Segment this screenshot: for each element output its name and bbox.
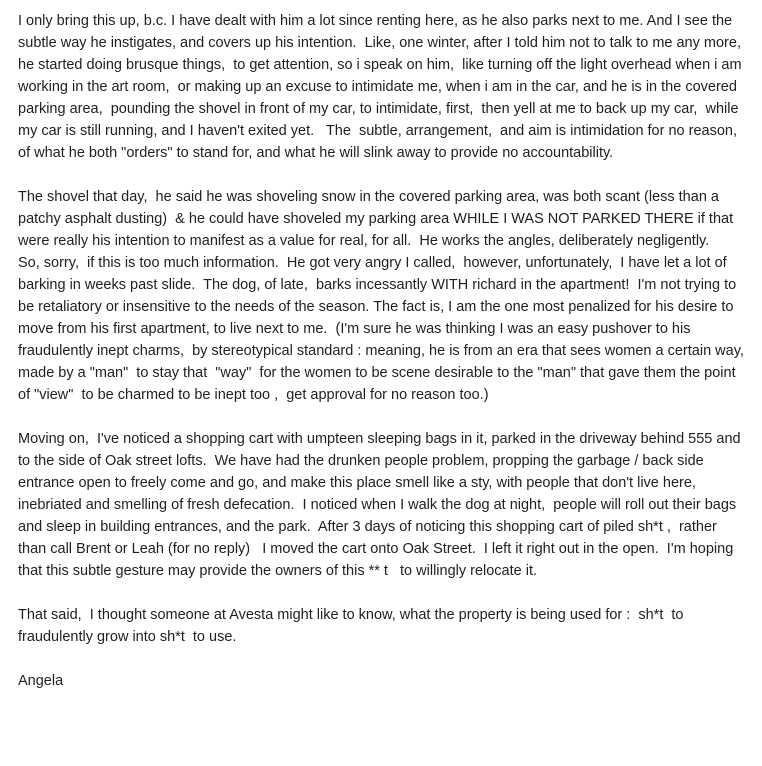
paragraph-shopping-cart: Moving on, I've noticed a shopping cart with umpteen sleeping bags in it, parked in the driveway behind 555 and to the side of Oak street lofts. We have had the drunken people problem, propping the garbage / back side entrance open to freely come and go, and make this place smell like a sty, with people that don't live here, inebriated and smelling of fresh defecation. I noticed when I walk the dog at night, people will roll out their bags and sleep in building entrances, and the park. After 3 days of noticing this shopping cart of piled sh*t , rather than call Brent or Leah (for no reply) I moved the cart onto Oak Street. I left it right out in the open. I'm hoping that this subtle gesture may provide the owners of this ** t to willingly relocate it. [18,431,745,579]
signature: Angela [18,673,64,689]
paragraph-conclusion: That said, I thought someone at Avesta might like to know, what the property is being used for : sh*t to fraudulently grow into sh*t to use. [18,607,688,645]
paragraph-shovel-incident: The shovel that day, he said he was shoveling snow in the covered parking area, was both scant (less than a patchy asphalt dusting) & he could have shoveled my parking area WHILE I WAS NOT PARKED THERE if that were really his intention to manifest as a value for real, for all. He works the angles, deliberately negligently. So, sorry, if this is too much information. He got very angry I called, however, unfortunately, I have let a lot of barking in weeks past slide. The dog, of late, barks incessantly WITH richard in the apartment! I'm not trying to be retaliatory or insensitive to the needs of the season. The fact is, I am the one most penalized for his desire to move from his first apartment, to live next to me. (I'm sure he was thinking I was an easy pushover to his fraudulently inept charms, by stereotypical standard : meaning, he is from an era that sees women a certain way, made by a "man" to stay that "way" for the women to be scene desirable to the "man" that gave them the point of "view" to be charmed to be inept too , get approval for no reason too.) [18,189,748,403]
paragraph-neighbor-intimidation: I only bring this up, b.c. I have dealt with him a lot since renting here, as he also parks next to me. And I see the subtle way he instigates, and covers up his intention. Like, one winter, after I told him not to talk to me any more, he started doing brusque things, to get attention, so i speak on him, like turning off the light overhead when i am working in the art room, or making up an excuse to intimidate me, when i am in the car, and he is in the covered parking area, pounding the shovel in front of my car, to intimidate, first, then yell at me to back up my car, while my car is still running, and I haven't exited yet. The subtle, arrangement, and aim is intimidation for no reason, of what he both "orders" to stand for, and what he will slink away to provide no accountability. [18,13,746,161]
